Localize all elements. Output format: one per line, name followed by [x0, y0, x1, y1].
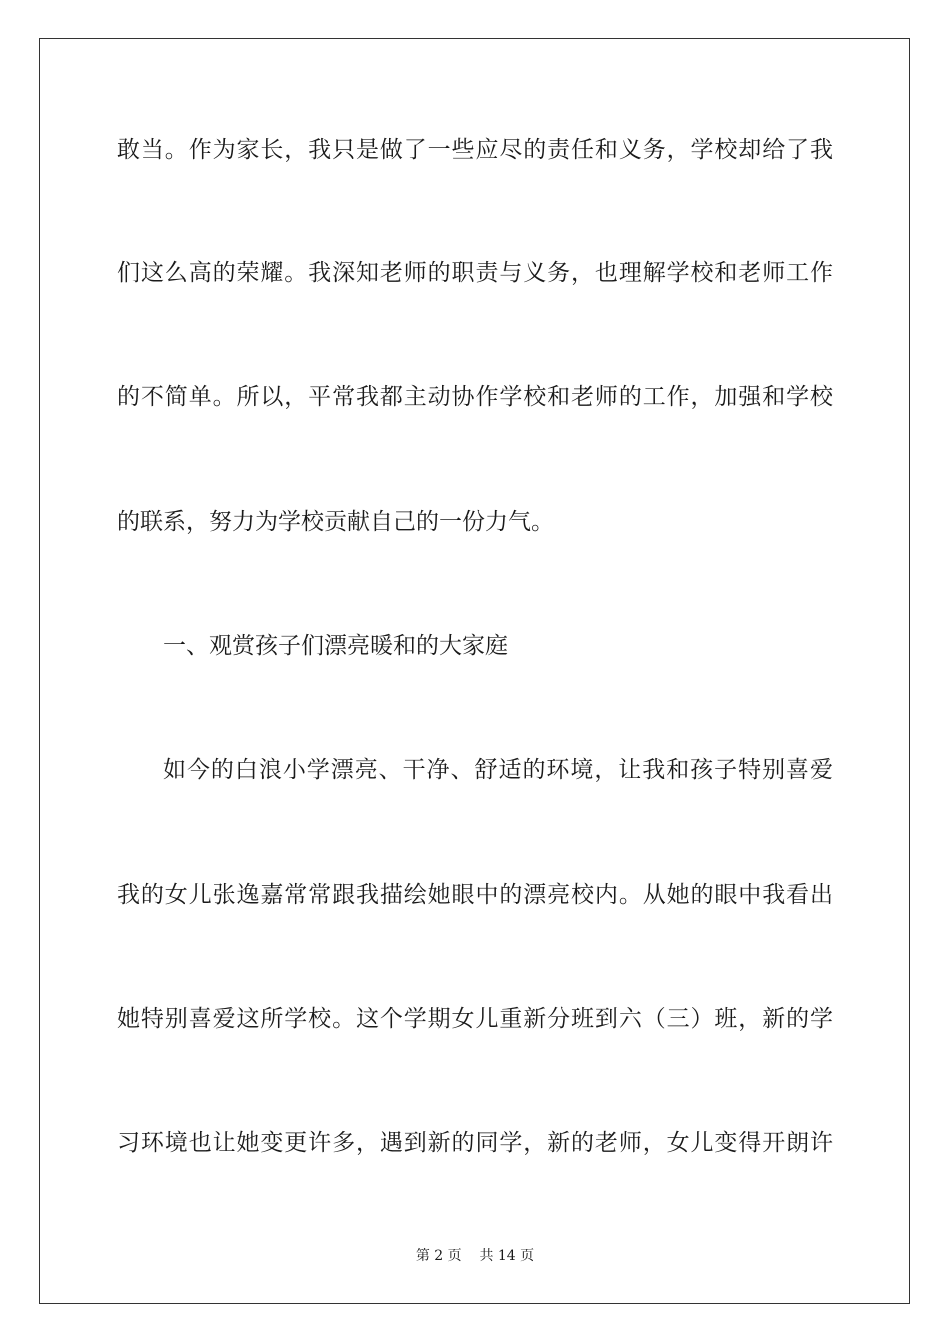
- page-total: 共 14 页: [479, 1248, 535, 1264]
- paragraph-line-2: 们这么高的荣耀。我深知老师的职责与义务，也理解学校和老师工作: [117, 260, 833, 286]
- paragraph-line-3: 的不简单。所以，平常我都主动协作学校和老师的工作，加强和学校: [117, 384, 833, 410]
- paragraph-line-5: 如今的白浪小学漂亮、干净、舒适的环境，让我和孩子特别喜爱: [163, 757, 833, 783]
- paragraph-line-1: 敢当。作为家长，我只是做了一些应尽的责任和义务，学校却给了我: [117, 137, 833, 163]
- page-border: [39, 38, 910, 1304]
- section-heading: 一、观赏孩子们漂亮暖和的大家庭: [163, 633, 508, 659]
- paragraph-line-7: 她特别喜爱这所学校。这个学期女儿重新分班到六（三）班，新的学: [117, 1006, 833, 1032]
- page-footer: [0, 1246, 950, 1266]
- paragraph-line-8: 习环境也让她变更许多，遇到新的同学，新的老师，女儿变得开朗许: [117, 1130, 833, 1156]
- paragraph-line-4: 的联系，努力为学校贡献自己的一份力气。: [117, 509, 554, 535]
- page-number: 第 2 页: [415, 1248, 462, 1264]
- paragraph-line-6: 我的女儿张逸嘉常常跟我描绘她眼中的漂亮校内。从她的眼中我看出: [117, 882, 833, 908]
